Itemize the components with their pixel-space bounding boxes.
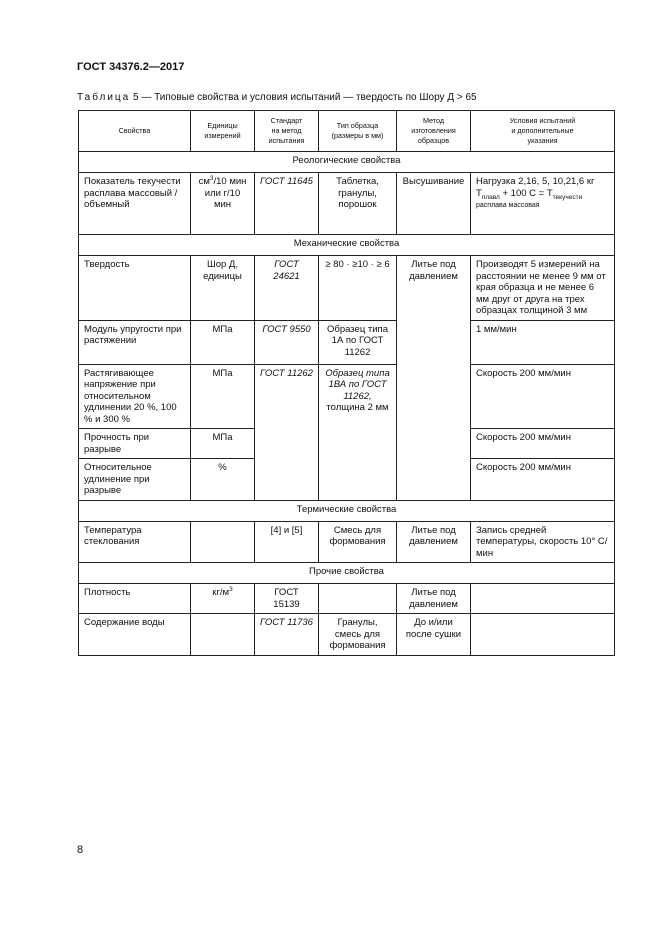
table-row bbox=[79, 320, 615, 364]
caption-text: 5 — Типовые свойства и условия испытаний — твердость по Шору Д > 65 bbox=[130, 92, 477, 103]
unit-cell: Шор Д, единицы bbox=[191, 256, 255, 321]
unit-cell: $см^3/10$ мин или г/10 мин bbox=[191, 173, 255, 235]
section-title-mechanical: Механические свойства bbox=[79, 235, 615, 256]
property-cell: Плотность bbox=[79, 584, 191, 614]
header-cell: Стандарт на метод испытания bbox=[255, 111, 319, 152]
unit-cell bbox=[191, 614, 255, 656]
specimen-cell: ≥ 80 · ≥10 · ≥ 6 bbox=[319, 256, 397, 321]
table-row bbox=[79, 364, 615, 429]
conditions-cell: Скорость 200 мм/мин bbox=[471, 429, 615, 459]
table-row bbox=[79, 173, 615, 235]
conditions-cell bbox=[471, 614, 615, 656]
unit-cell: % bbox=[191, 459, 255, 501]
method-cell: Литье под давлением bbox=[397, 584, 471, 614]
property-cell: Содержание воды bbox=[79, 614, 191, 656]
method-cell: Высушивание bbox=[397, 173, 471, 235]
table-row bbox=[79, 521, 615, 563]
conditions-cell: Скорость 200 мм/мин bbox=[471, 364, 615, 429]
page-number: 8 bbox=[77, 844, 84, 856]
conditions-cell: 1 мм/мин bbox=[471, 320, 615, 364]
caption-label: Таблица bbox=[77, 92, 131, 103]
specimen-cell bbox=[319, 584, 397, 614]
property-cell: Твердость bbox=[79, 256, 191, 321]
standard-cell: [4] и [5] bbox=[255, 521, 319, 563]
conditions-cell bbox=[471, 584, 615, 614]
table-header-row bbox=[79, 111, 615, 152]
specimen-cell: Гранулы, смесь для формования bbox=[319, 614, 397, 656]
section-title-other: Прочие свойства bbox=[79, 563, 615, 584]
standard-cell: ГОСТ 11736 bbox=[255, 614, 319, 656]
standard-cell: ГОСТ 24621 bbox=[255, 256, 319, 321]
section-title-thermal: Термические свойства bbox=[79, 500, 615, 521]
conditions-cell: Скорость 200 мм/мин bbox=[471, 459, 615, 501]
standard-cell: ГОСТ 15139 bbox=[255, 584, 319, 614]
section-row bbox=[79, 152, 615, 173]
property-cell: Показатель текучести расплава массовый /объемный bbox=[79, 173, 191, 235]
property-cell: Прочность при разрыве bbox=[79, 429, 191, 459]
header-cell: Метод изготовления образцов bbox=[397, 111, 471, 152]
section-row bbox=[79, 235, 615, 256]
property-cell: Относительное удлинение при разрыве bbox=[79, 459, 191, 501]
specimen-cell: Образец типа 1ВА по ГОСТ 11262, толщина 2 мм bbox=[319, 364, 397, 500]
header-cell: Свойства bbox=[79, 111, 191, 152]
property-cell: Температура стеклования bbox=[79, 521, 191, 563]
standard-cell: ГОСТ 11645 bbox=[255, 173, 319, 235]
conditions-cell: Производят 5 измерений на расстоянии не менее 9 мм от края образца и не менее 6 мм друг от друга на трех образцах толщиной 3 мм bbox=[471, 256, 615, 321]
method-cell: Литье под давлением bbox=[397, 256, 471, 501]
unit-cell: МПа bbox=[191, 429, 255, 459]
section-title-rheological: Реологические свойства bbox=[79, 152, 615, 173]
property-cell: Модуль упругости при растяжении bbox=[79, 320, 191, 364]
properties-table bbox=[78, 110, 615, 656]
header-cell: Условия испытаний и дополнительные указания bbox=[471, 111, 615, 152]
unit-cell: $кг/м^3$ bbox=[191, 584, 255, 614]
section-row bbox=[79, 563, 615, 584]
table-row bbox=[79, 584, 615, 614]
specimen-cell: Образец типа 1А по ГОСТ 11262 bbox=[319, 320, 397, 364]
table-caption bbox=[77, 92, 477, 103]
unit-cell bbox=[191, 521, 255, 563]
unit-cell: МПа bbox=[191, 320, 255, 364]
specimen-cell: Смесь для формования bbox=[319, 521, 397, 563]
conditions-cell: Нагрузка 2,16, 5, 10,21,6 кг $T_{плавл} + 100$ $С = T_{текучести}$ расплава массовая bbox=[471, 173, 615, 235]
header-cell: Тип образца (размеры в мм) bbox=[319, 111, 397, 152]
method-cell: Литье под давлением bbox=[397, 521, 471, 563]
property-cell: Растягивающее напряжение при относительном удлинении 20 %, 100 % и 300 % bbox=[79, 364, 191, 429]
unit-cell: МПа bbox=[191, 364, 255, 429]
header-cell: Единицы измерений bbox=[191, 111, 255, 152]
specimen-cell: Таблетка, гранулы, порошок bbox=[319, 173, 397, 235]
section-row bbox=[79, 500, 615, 521]
conditions-cell: Запись средней температуры, скорость 10° С/мин bbox=[471, 521, 615, 563]
table-row bbox=[79, 256, 615, 321]
standard-cell: ГОСТ 11262 bbox=[255, 364, 319, 500]
document-title: ГОСТ 34376.2—2017 bbox=[77, 61, 185, 73]
standard-cell: ГОСТ 9550 bbox=[255, 320, 319, 364]
table-row bbox=[79, 614, 615, 656]
method-cell: До и/или после сушки bbox=[397, 614, 471, 656]
